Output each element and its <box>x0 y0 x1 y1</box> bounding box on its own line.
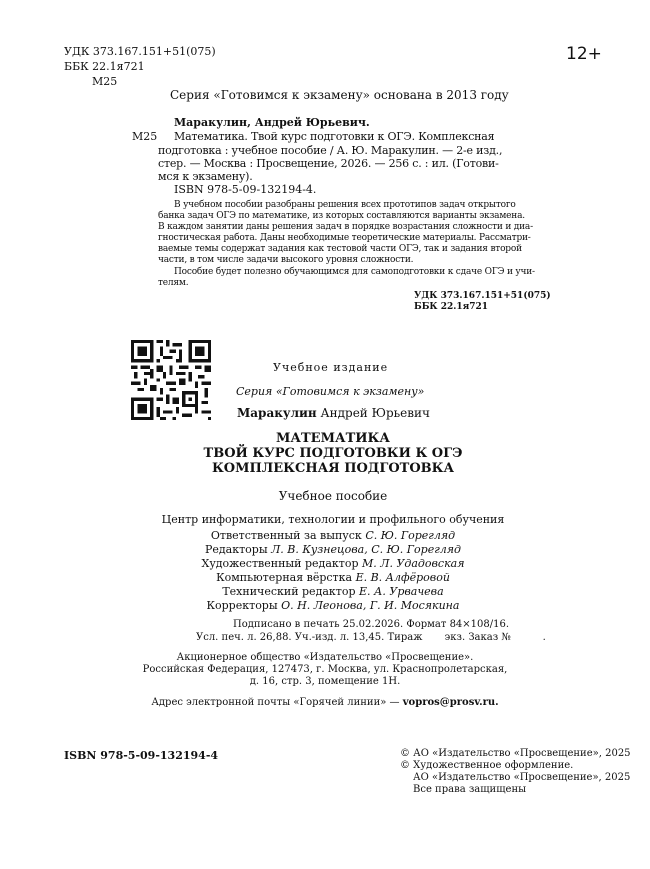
catalog-desc-line-3: стер. — Москва : Просвещение, 2026. — 256 с. : ил. (Готови- <box>158 157 499 170</box>
purpose-line-1: Пособие будет полезно обучающимся для самоподготовки к сдаче ОГЭ и учи- <box>174 267 535 277</box>
catalog-isbn: ISBN 978-5-09-132194-4. <box>174 183 317 196</box>
copyright-line-1: © АО «Издательство «Просвещение», 2025 <box>400 748 631 759</box>
abstract-line-3: В каждом занятии даны решения задач в порядке возрастания сложности и диа- <box>158 222 533 232</box>
print-details-line-1: Подписано в печать 25.02.2026. Формат 84×108/16. <box>233 619 510 630</box>
book-title-line-1: МАТЕМАТИКА <box>276 431 390 446</box>
author-last-name: Маракулин <box>237 406 317 420</box>
catalog-author-heading: Маракулин, Андрей Юрьевич. <box>174 116 370 129</box>
catalog-udk: УДК 373.167.151+51(075) <box>414 291 551 301</box>
header-author-mark: М25 <box>92 75 118 88</box>
credit-line: Редакторы Л. В. Кузнецова, С. Ю. Горегляд <box>204 543 462 556</box>
qr-code <box>131 340 211 420</box>
footer-isbn: ISBN 978-5-09-132194-4 <box>64 749 219 762</box>
edition-type: Учебное издание <box>273 361 389 374</box>
catalog-desc-line-2: подготовка : учебное пособие / А. Ю. Маракулин. — 2-е изд., <box>158 144 503 157</box>
credit-line: Ответственный за выпуск С. Ю. Горегляд <box>210 529 456 542</box>
hotline-email-link[interactable]: vopros@prosv.ru. <box>402 697 499 708</box>
publishing-center: Центр информатики, технологии и профильного обучения <box>161 513 505 526</box>
series-title: Серия «Готовимся к экзамену» <box>236 385 425 398</box>
catalog-description: Математика. Твой курс подготовки к ОГЭ. Комплексная <box>174 130 495 143</box>
credit-line: Художественный редактор М. Л. Удадовская <box>201 557 465 570</box>
copyright-line-4: Все права защищены <box>413 784 527 795</box>
copyright-line-2: © Художественное оформление. <box>400 760 574 771</box>
header-udk: УДК 373.167.151+51(075) <box>64 45 216 58</box>
publisher-line-3: д. 16, стр. 3, помещение 1Н. <box>249 676 401 687</box>
catalog-mark: М25 <box>132 130 158 143</box>
age-rating-badge: 12+ <box>566 44 602 64</box>
abstract-line-4: гностическая работа. Даны необходимые теоретические материалы. Рассматри- <box>158 233 531 243</box>
abstract-line-2: банка задач ОГЭ по математике, из которых составляются варианты экзамена. <box>158 211 525 221</box>
book-title-line-3: КОМПЛЕКСНАЯ ПОДГОТОВКА <box>211 461 455 476</box>
abstract-line-5: ваемые темы содержат задания как тестовой части ОГЭ, так и задания второй <box>158 244 522 254</box>
hotline-email-label: Адрес электронной почты «Горячей линии» — <box>151 697 403 708</box>
author-name <box>237 406 430 420</box>
catalog-bbk: ББК 22.1я721 <box>414 302 489 312</box>
author-first-names: Андрей Юрьевич <box>320 406 430 420</box>
abstract-line-1: В учебном пособии разобраны решения всех прототипов задач открытого <box>174 200 516 210</box>
catalog-desc-line-4: мся к экзамену). <box>158 170 253 183</box>
series-note: Серия «Готовимся к экзамену» основана в 2013 году <box>170 88 509 102</box>
credit-line: Корректоры О. Н. Леонова, Г. И. Мосякина <box>206 599 460 612</box>
book-type: Учебное пособие <box>278 489 388 503</box>
print-details-line-2: Усл. печ. л. 26,88. Уч.-изд. л. 13,45. Тираж экз. Заказ № . <box>196 632 546 643</box>
abstract-line-6: части, в том числе задачи высокого уровня сложности. <box>158 255 414 265</box>
header-bbk: ББК 22.1я721 <box>64 60 145 73</box>
purpose-line-2: телям. <box>158 278 189 288</box>
hotline-email-line <box>0 697 650 708</box>
credit-line: Компьютерная вёрстка Е. В. Алфёровой <box>216 571 450 584</box>
publisher-line-1: Акционерное общество «Издательство «Просвещение». <box>176 652 474 663</box>
credit-line: Технический редактор Е. А. Урвачева <box>222 585 444 598</box>
book-title-line-2: ТВОЙ КУРС ПОДГОТОВКИ К ОГЭ <box>203 446 463 461</box>
publisher-line-2: Российская Федерация, 127473, г. Москва, ул. Краснопролетарская, <box>142 664 508 675</box>
copyright-line-3: АО «Издательство «Просвещение», 2025 <box>413 772 631 783</box>
